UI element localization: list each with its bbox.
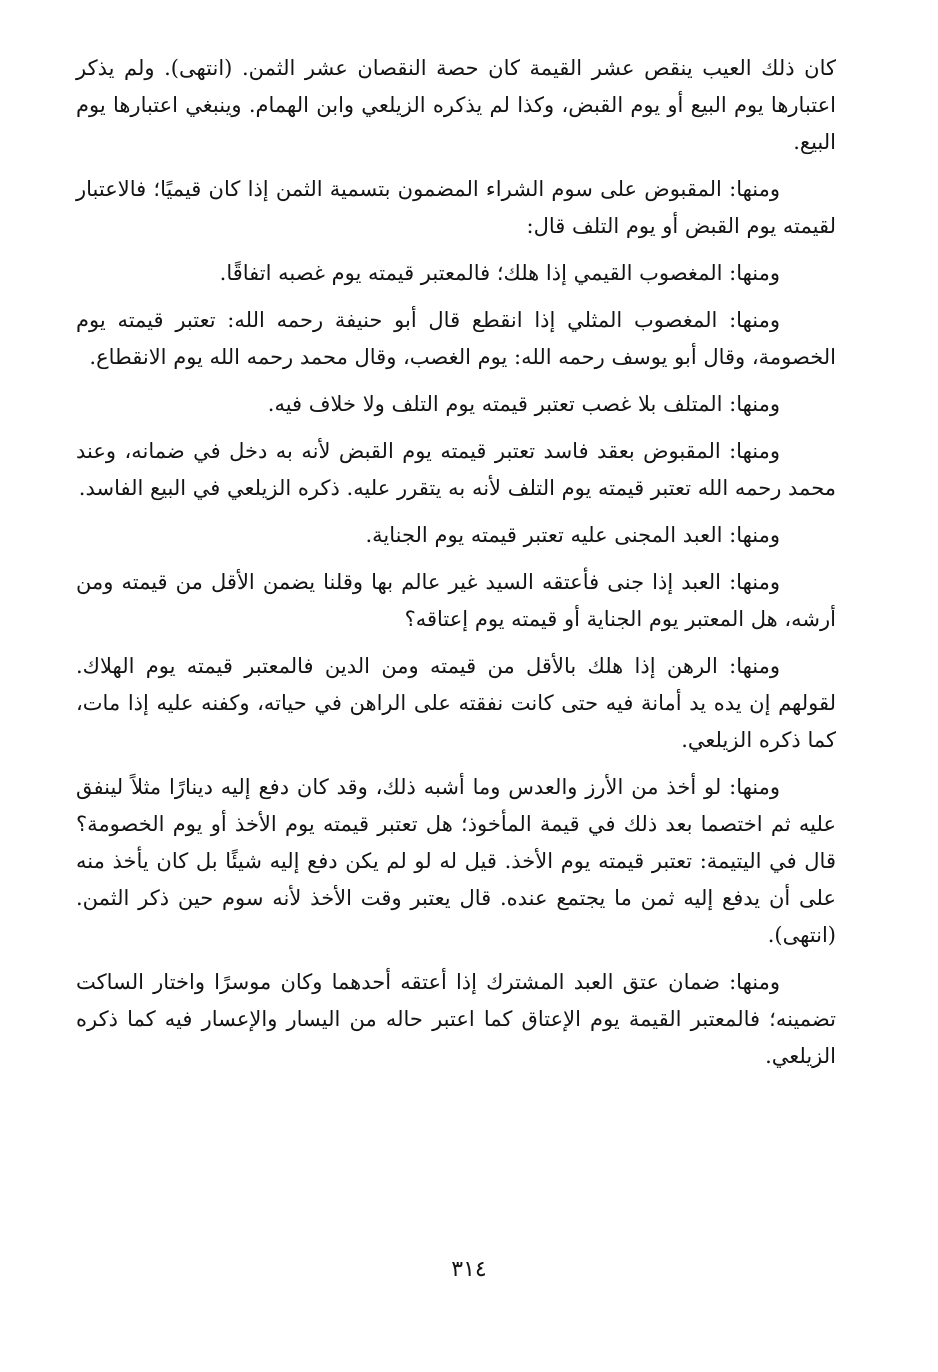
paragraph-10: ومنها: لو أخذ من الأرز والعدس وما أشبه ذلك، وقد كان دفع إليه دينارًا مثلاً لينفق عليه ثم اختصما بعد ذلك في قيمة المأخوذ؛ هل تعتبر قيمته يوم الأخذ أو يوم الخصومة؟ قال في اليتيمة: تعتبر قيمته يوم الأخذ. قيل له لو لم يكن دفع إليه شيئًا بل كان يأخذ منه على أن يدفع إليه ثمن ما يجتمع عنده. قال يعتبر وقت الأخذ لأنه سوم حين ذكر الثمن. (انتهى). <box>76 775 836 947</box>
paragraph-9: ومنها: الرهن إذا هلك بالأقل من قيمته ومن الدين فالمعتبر قيمته يوم الهلاك. لقولهم إن يده يد أمانة فيه حتى كانت نفقته على الراهن في حياته، وكفنه عليه إذا مات، كما ذكره الزيلعي. <box>76 654 836 752</box>
paragraph-8: ومنها: العبد إذا جنى فأعتقه السيد غير عالم بها وقلنا يضمن الأقل من قيمته ومن أرشه، هل المعتبر يوم الجناية أو قيمته يوم إعتاقه؟ <box>76 570 836 631</box>
paragraph-3: ومنها: المغصوب القيمي إذا هلك؛ فالمعتبر قيمته يوم غصبه اتفاقًا. <box>219 261 780 285</box>
paragraph-1: كان ذلك العيب ينقص عشر القيمة كان حصة النقصان عشر الثمن. (انتهى). ولم يذكر اعتبارها يوم البيع أو يوم القبض، وكذا لم يذكره الزيلعي وابن الهمام. وينبغي اعتبارها يوم البيع. <box>76 56 836 154</box>
paragraph-7: ومنها: العبد المجنى عليه تعتبر قيمته يوم الجناية. <box>365 523 780 547</box>
paragraph-2: ومنها: المقبوض على سوم الشراء المضمون بتسمية الثمن إذا كان قيميًا؛ فالاعتبار لقيمته يوم القبض أو يوم التلف قال: <box>76 177 836 238</box>
paragraph-11: ومنها: ضمان عتق العبد المشترك إذا أعتقه أحدهما وكان موسرًا واختار الساكت تضمينه؛ فالمعتبر القيمة يوم الإعتاق كما اعتبر حاله من اليسار والإعسار فيه كما ذكره الزيلعي. <box>76 970 836 1068</box>
page-body <box>76 50 836 1085</box>
paragraph-6: ومنها: المقبوض بعقد فاسد تعتبر قيمته يوم القبض لأنه به دخل في ضمانه، وعند محمد رحمه الله تعتبر قيمته يوم التلف لأنه به يتقرر عليه. ذكره الزيلعي في البيع الفاسد. <box>76 439 836 500</box>
paragraph-5: ومنها: المتلف بلا غصب تعتبر قيمته يوم التلف ولا خلاف فيه. <box>267 392 780 416</box>
page-number: ٣١٤ <box>451 1257 487 1282</box>
paragraph-4: ومنها: المغصوب المثلي إذا انقطع قال أبو حنيفة رحمه الله: تعتبر قيمته يوم الخصومة، وقال أبو يوسف رحمه الله: يوم الغصب، وقال محمد رحمه الله يوم الانقطاع. <box>76 308 836 369</box>
